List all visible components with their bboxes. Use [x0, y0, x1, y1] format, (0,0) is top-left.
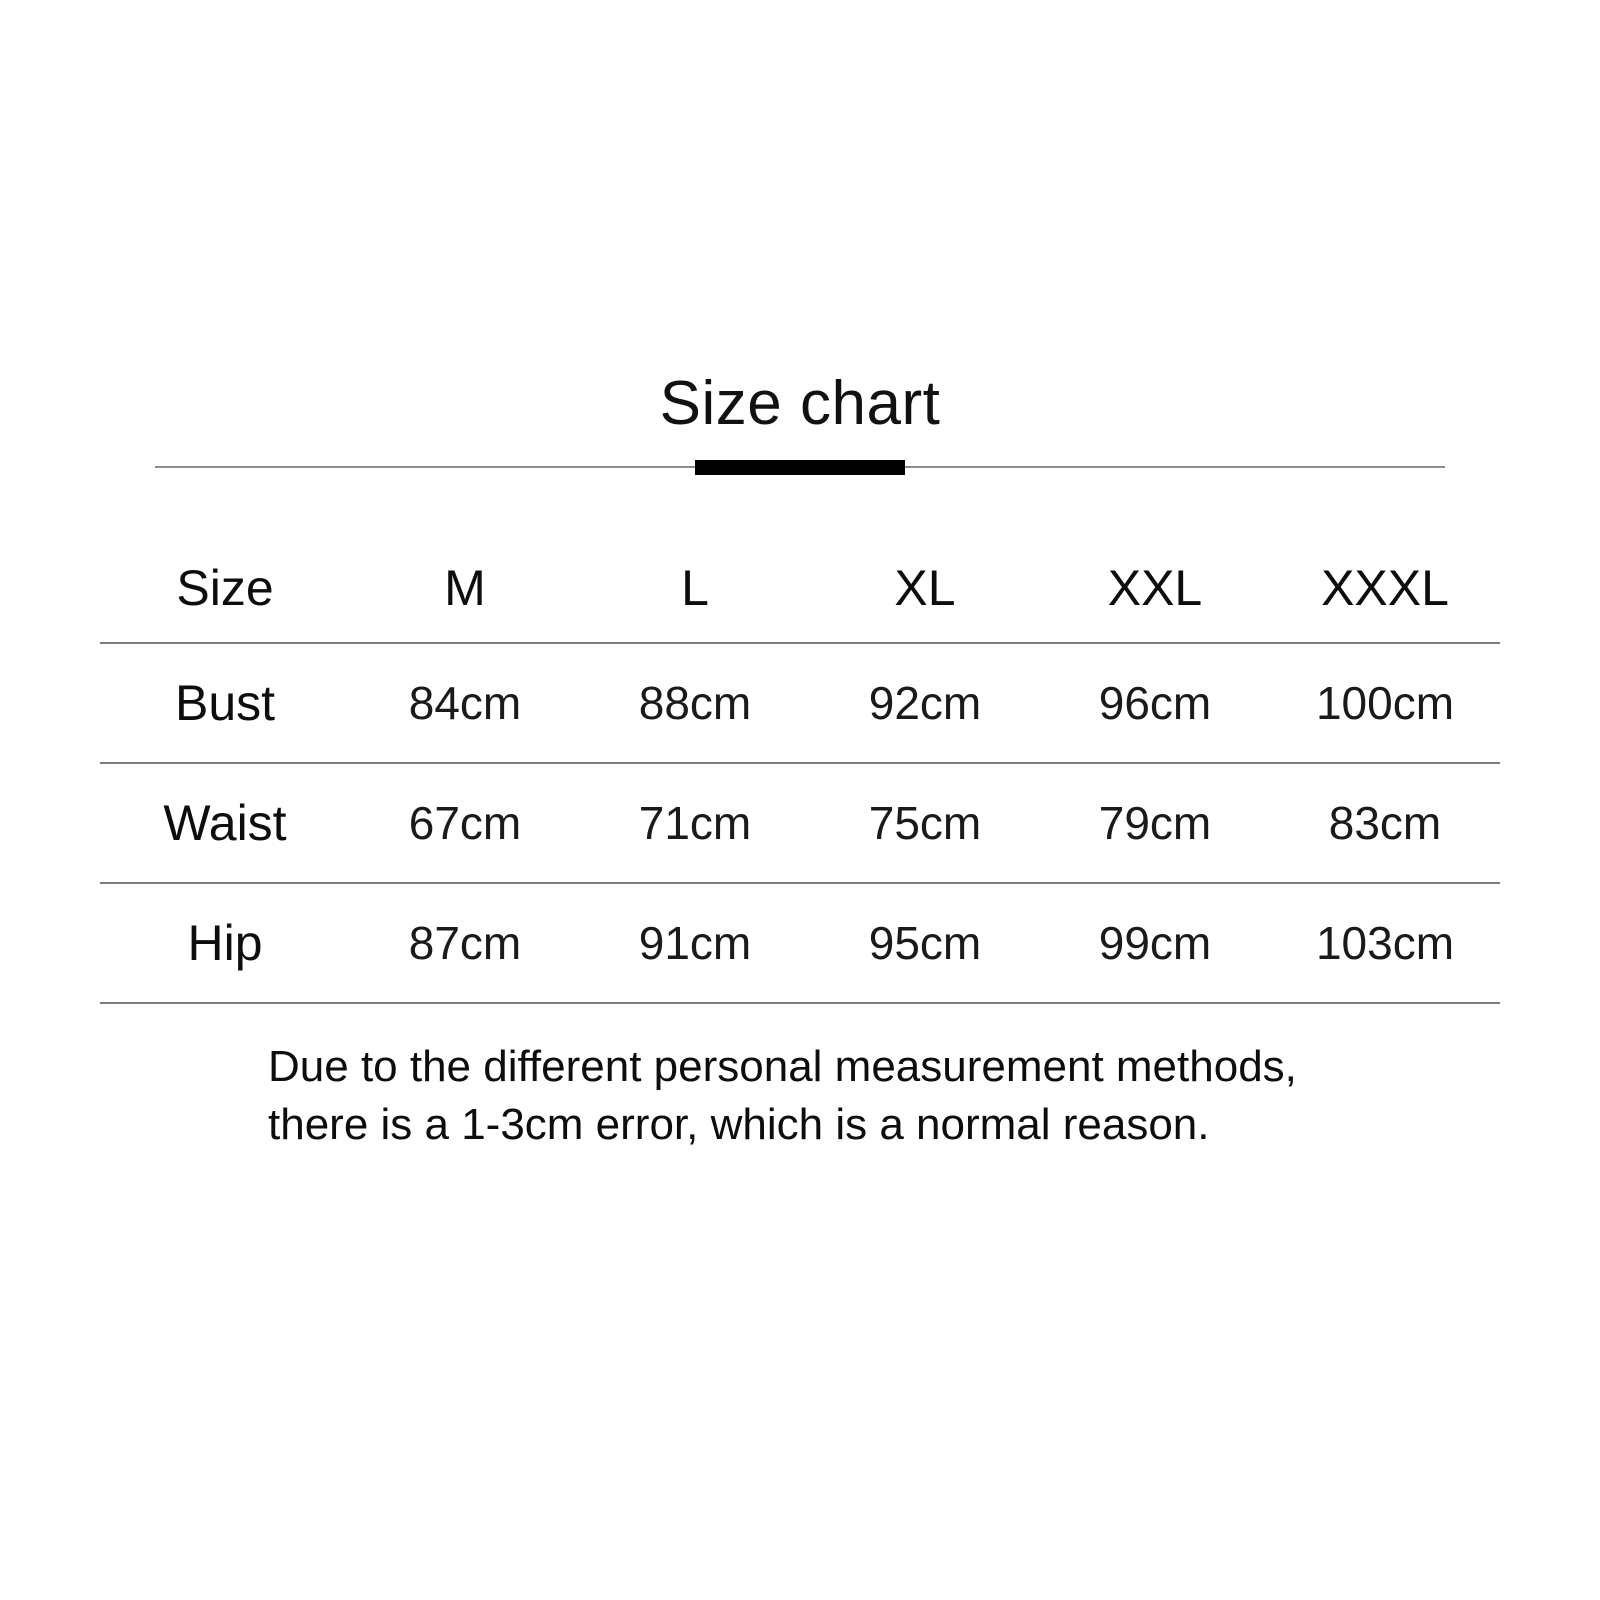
cell-bust-m: 84cm	[350, 643, 580, 763]
cell-hip-l: 91cm	[580, 883, 810, 1003]
cell-bust-l: 88cm	[580, 643, 810, 763]
table-row	[100, 883, 1500, 1003]
size-chart-block	[0, 370, 1600, 1154]
cell-waist-l: 71cm	[580, 763, 810, 883]
table-header-size: Size	[100, 534, 350, 643]
cell-bust-xxxl: 100cm	[1270, 643, 1500, 763]
note-line-2: there is a 1-3cm error, which is a normal reason.	[268, 1100, 1210, 1150]
cell-waist-xxl: 79cm	[1040, 763, 1270, 883]
table-row	[100, 643, 1500, 763]
page-title: Size chart	[659, 369, 941, 438]
cell-waist-xxxl: 83cm	[1270, 763, 1500, 883]
size-table	[100, 534, 1500, 1004]
table-header-l: L	[580, 534, 810, 643]
size-table-wrapper	[100, 534, 1500, 1004]
cell-bust-xl: 92cm	[810, 643, 1040, 763]
row-label-bust: Bust	[100, 643, 350, 763]
title-divider-accent	[695, 460, 905, 475]
row-label-waist: Waist	[100, 763, 350, 883]
cell-hip-xxxl: 103cm	[1270, 883, 1500, 1003]
table-header-xl: XL	[810, 534, 1040, 643]
cell-bust-xxl: 96cm	[1040, 643, 1270, 763]
note-line-1: Due to the different personal measurement methods,	[268, 1042, 1297, 1092]
cell-waist-xl: 75cm	[810, 763, 1040, 883]
table-header-xxxl: XXXL	[1270, 534, 1500, 643]
table-header-xxl: XXL	[1040, 534, 1270, 643]
title-divider	[155, 460, 1445, 474]
cell-hip-xl: 95cm	[810, 883, 1040, 1003]
cell-hip-m: 87cm	[350, 883, 580, 1003]
table-header-row	[100, 534, 1500, 643]
cell-waist-m: 67cm	[350, 763, 580, 883]
cell-hip-xxl: 99cm	[1040, 883, 1270, 1003]
table-header-m: M	[350, 534, 580, 643]
row-label-hip: Hip	[100, 883, 350, 1003]
table-row	[100, 763, 1500, 883]
measurement-note	[150, 1038, 1450, 1154]
